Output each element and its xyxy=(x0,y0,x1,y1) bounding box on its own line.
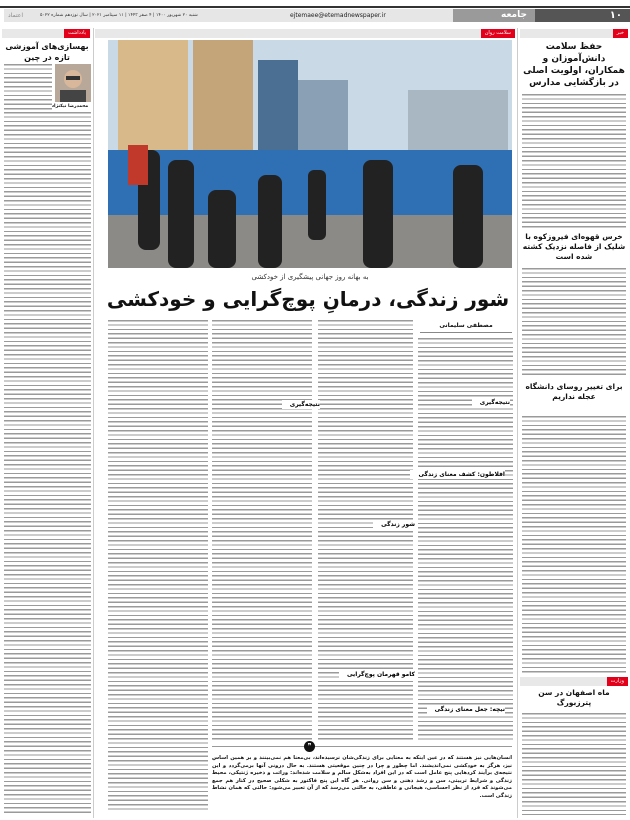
subhead: کامو قهرمان پوچ‌گرایی xyxy=(339,670,415,679)
ministry-label: وزارت xyxy=(607,677,628,686)
note-label: یادداشت xyxy=(64,29,90,38)
story-body xyxy=(522,416,626,674)
news-label-bar xyxy=(520,29,628,38)
story-body xyxy=(522,268,626,378)
date-line: شنبه ۲۰ شهریور ۱۴۰۰ | ۴ صفر ۱۴۴۳ | ۱۱ سپتامبر ۲۰۲۱ | سال نوزدهم شماره ۵۰۲۲ xyxy=(40,13,198,18)
article-column xyxy=(212,320,312,740)
author-photo xyxy=(55,64,91,102)
columnist-name: محمدرضا نیکنژاد xyxy=(51,104,89,109)
top-rule xyxy=(0,6,630,8)
column-body xyxy=(4,112,91,815)
column-divider xyxy=(517,28,518,818)
ministry-label-bar xyxy=(520,677,628,686)
story-body xyxy=(522,94,626,228)
logo: اعتماد xyxy=(8,12,24,19)
author-name: مصطفی سلیمانی xyxy=(439,322,493,329)
news-label: خبر xyxy=(613,29,628,38)
author-rule xyxy=(420,332,512,333)
quote-rule xyxy=(212,746,512,747)
street-photo xyxy=(108,40,512,268)
quote-icon: ❞ xyxy=(304,741,315,752)
column-body xyxy=(4,64,52,110)
subhead: نیچه: جعل معنای زندگی xyxy=(427,705,505,714)
email[interactable]: ejtemaee@etemadnewspaper.ir xyxy=(290,12,386,19)
headline: شور زندگی، درمانِ پوچ‌گرایی و خودکشی xyxy=(100,286,516,312)
subhead: افلاطون: کشف معنای زندگی xyxy=(410,470,505,479)
subhead: شور زندگی xyxy=(373,520,415,529)
kicker: به بهانه روز جهانی پیشگیری از خودکشی xyxy=(251,273,369,281)
story-title: ماه اصفهان در سن پترزبورگ xyxy=(522,688,626,708)
mental-health-label-bar xyxy=(95,29,515,38)
story-title: حفظ سلامت دانش‌آموزان و همکاران، اولویت اصلی در بازگشایی مدارس xyxy=(523,42,625,88)
note-label-bar xyxy=(2,29,90,38)
subhead: نتیجه‌گیری xyxy=(282,400,320,409)
section-title: جامعه xyxy=(453,9,535,22)
pull-quote: انسان‌هایی نیز هستند که در عین اینکه به معنایی برای زندگی‌شان نرسیده‌اند، بی‌معنا هم نمی‌بینند و بر همین اساس نیز، هرگز به خودکشی نمی‌اندیشند. اما چطور و چرا در چنین موقعیتی هستند. به حال درونی آنها برمی‌گردد و این نتیجه‌ی برآیند کردهایی پنج عامل است که در این افراد به‌شکل سالم و سلامت شده‌اند: وراثت و ذخیره ژنتیکی، محیط زندگی و شرایط تربیتی، سن و رشد ذهنی و سن روانی. هر گاه این پنج فاکتور به شکلی صحیح در کنار هم جمع می‌شوند که فرد از نظر احساسی، هیجانی و عاطفی، به حالتی می‌رسد که از آن تعبیر می‌شود: حالتی که همان نشاط زندگی است. xyxy=(212,755,512,799)
story-title: برای تغییر روسای دانشگاه عجله نداریم xyxy=(522,382,626,402)
story-title: خرس قهوه‌ای فیروزکوه با شلیک از فاصله نزدیک کشته شده است xyxy=(522,232,626,261)
column-title: بهسازی‌های آموزشی تازه در چین xyxy=(5,42,89,62)
column-divider xyxy=(93,28,94,818)
page-number: ۱۰ xyxy=(535,9,630,22)
mental-health-label: سلامت روان xyxy=(481,29,515,38)
article-column xyxy=(108,320,208,810)
subhead: نتیجه‌گیری xyxy=(472,398,510,407)
story-body xyxy=(522,713,626,815)
